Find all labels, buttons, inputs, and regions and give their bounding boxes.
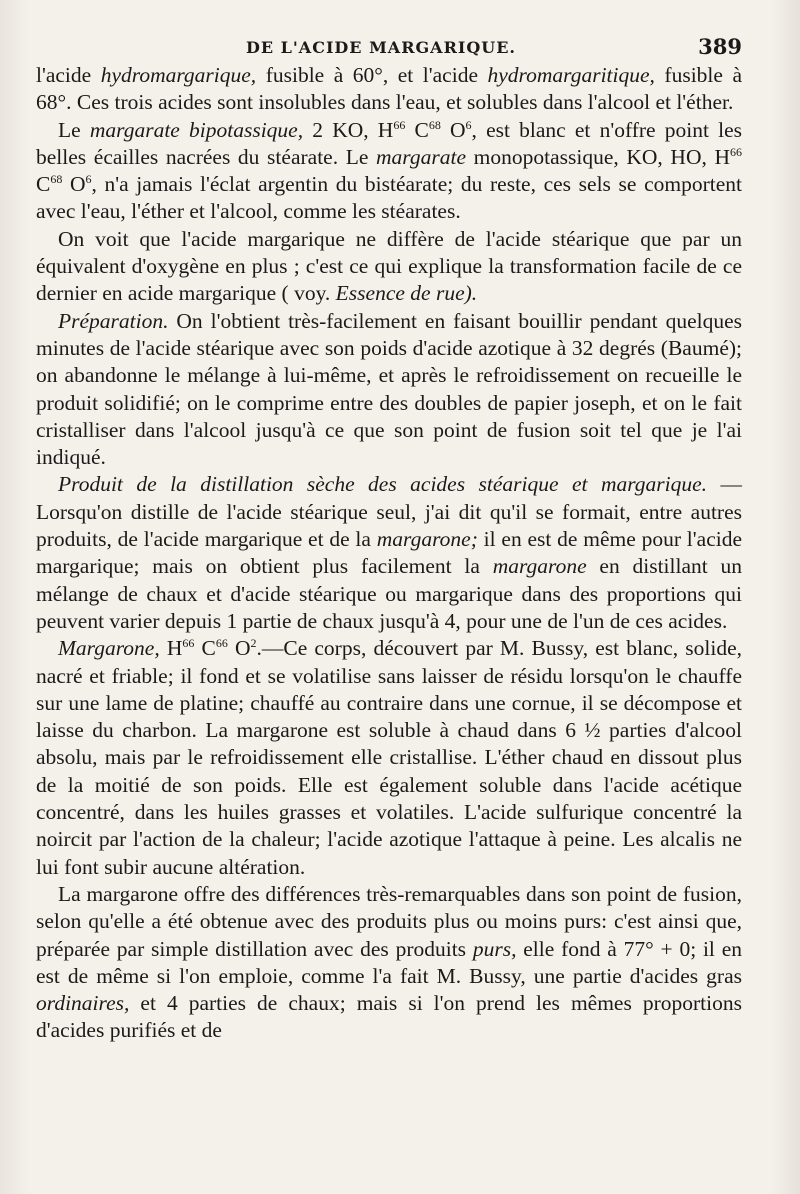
italic-text: ordinaires, [36,991,130,1016]
text-run: , n'a jamais l'éclat argentin du bistéarate; du reste, ces sels se comportent avec l'eau, l'éther et l'alcool, comme les stéarates. [36,172,742,224]
paragraph [36,117,742,226]
running-title: DE L'ACIDE MARGARIQUE. [246,38,516,57]
italic-text: Margarone, [58,636,160,661]
text-run: C [36,172,51,197]
paragraph [36,226,742,308]
text-run: H [159,636,183,661]
text-run: O [227,636,251,661]
italic-text: margarone [492,554,587,579]
text-run: On l'obtient très-facilement en faisant bouillir pendant quelques minutes de l'acide stéarique avec son poids d'acide azotique à 32 degrés (Baumé); on abandonne le mélange à lui-même, et après le refroidissement on recueille le produit solidifié; on le comprime entre des doubles de papier joseph, et on le fait cristalliser dans l'alcool jusqu'à ce que son point de fusion soit tel que je l'ai indiqué. [36,308,742,470]
text-run: La margarone offre des différences très-remarquables dans son point de fusion, selon qu'elle a été obtenue avec des produits plus ou moins purs: c'est ainsi que, préparée par simple distillation avec des produits [36,881,742,961]
body-text [36,62,742,1045]
text-run: il en est de même pour l'acide margarique; mais on obtient plus facilement la [36,527,743,579]
italic-text: margarone; [376,527,478,552]
text-run: l'acide [36,63,101,87]
italic-text: Essence de rue). [335,281,478,306]
text-run: O [62,172,86,197]
superscript: 68 [50,172,63,187]
superscript: 68 [428,117,441,132]
text-run: On voit que l'acide margarique ne diffère de l'acide stéarique que par un équivalent d'oxygène en plus ; c'est ce qui explique la transformation facile de ce dernier en acide margarique ( voy. [36,226,742,306]
italic-text: purs, [472,936,517,961]
paragraph [36,308,742,472]
paragraph [36,881,742,1045]
superscript: 6 [85,172,92,187]
text-run: C [194,636,216,661]
text-run: fusible à 68°. Ces trois acides sont insolubles dans l'eau, et solubles dans l'alcool et l'éther. [36,63,743,115]
superscript: 66 [215,636,228,651]
page-number: 389 [698,34,742,59]
text-run: Le [58,117,90,142]
text-run: monopotassique, KO, HO, H [466,144,731,169]
italic-text: hydromargarique, [100,63,257,87]
text-run: — Lorsqu'on distille de l'acide stéarique seul, j'ai dit qu'il se formait, entre autres produits, de l'acide margarique et de la [36,472,743,552]
text-run: elle fond à 77° + 0; il en est de même si l'on emploie, comme l'a fait M. Bussy, une partie d'acides gras [36,936,742,988]
superscript: 66 [393,117,406,132]
superscript: 66 [182,636,195,651]
text-run: .—Ce corps, découvert par M. Bussy, est blanc, solide, nacré et friable; il fond et se volatilise sans laisser de résidu lorsqu'on le chauffe sur une lame de platine; chauffé au contraire dans une cornue, il se décompose et laisse du charbon. La margarone est soluble à chaud dans 6 ½ parties d'alcool absolu, mais par le refroidissement elle cristallise. L'éther chaud en dissout plus de la moitié de son poids. Elle est également soluble dans l'acide acétique concentré, dans les huiles grasses et volatiles. L'acide sulfurique concentré la noircit par l'action de la chaleur; l'acide azotique l'attaque à peine. Les alcalis ne lui font subir aucune altération. [36,636,742,879]
paragraph [36,635,742,881]
paragraph [36,471,742,635]
italic-text: margarate bipotassique, [89,117,304,142]
text-run: O [440,117,466,142]
italic-text: margarate [376,144,466,169]
text-run: fusible à 60°, et l'acide [256,63,488,87]
text-run: et 4 parties de chaux; mais si l'on prend les mêmes proportions d'acides purifiés et de [36,991,742,1043]
text-run: , est blanc et n'offre point les belles écailles nacrées du stéarate. Le [36,117,742,169]
superscript: 6 [465,117,472,132]
page-header [36,30,742,62]
italic-text: hydromargaritique, [487,63,655,87]
text-run: en distillant un mélange de chaux et d'acide stéarique ou margarique dans des proportions qui peuvent varier depuis 1 partie de chaux jusqu'à 4, pour une de l'un de ces acides. [36,554,742,633]
italic-text: Préparation. [58,308,169,333]
paragraph [36,62,742,117]
italic-text: Produit de la distillation sèche des acides stéarique et margarique. [58,472,708,497]
text-run: C [405,117,429,142]
superscript: 66 [730,144,743,159]
superscript: 2 [250,636,257,651]
text-run: 2 KO, H [303,117,394,142]
